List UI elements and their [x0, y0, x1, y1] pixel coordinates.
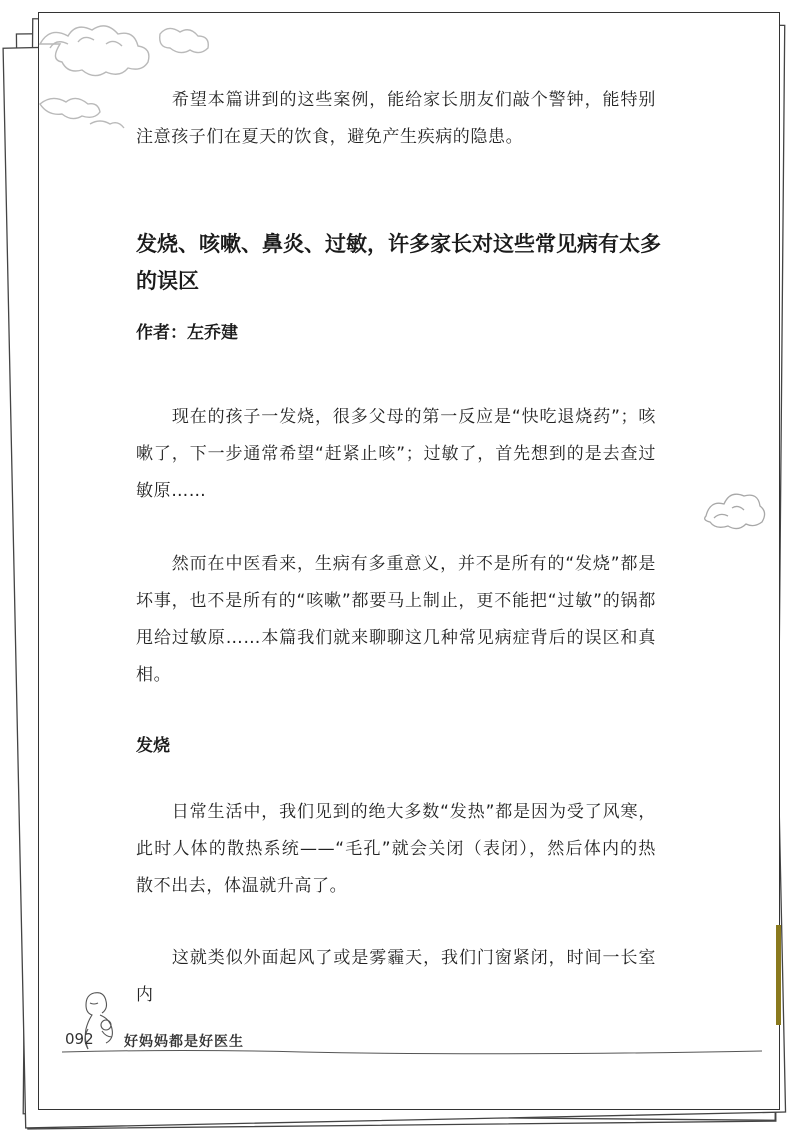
- paragraph-tcm-view: 然而在中医看来，生病有多重意义，并不是所有的“发烧”都是坏事，也不是所有的“咳嗽”都要马上制止，更不能把“过敏”的锅都甩给过敏原……本篇我们就来聊聊这几种常见病症背后的误区和真相。: [136, 554, 656, 685]
- paragraph-fever-cause: 日常生活中，我们见到的绝大多数“发热”都是因为受了风寒，此时人体的散热系统——“毛孔”就会关闭（表闭），然后体内的热散不出去，体温就升高了。: [136, 802, 656, 896]
- page-edge-accent: [776, 925, 781, 1025]
- footer-line: [60, 1046, 770, 1058]
- page-number: 092: [65, 1030, 94, 1048]
- book-title: 好妈妈都是好医生: [124, 1034, 244, 1050]
- paragraph-intro: 希望本篇讲到的这些案例，能给家长朋友们敲个警钟，能特别注意孩子们在夏天的饮食，避免产生疾病的隐患。: [136, 90, 656, 147]
- paragraph-fever-reaction: 现在的孩子一发烧，很多父母的第一反应是“快吃退烧药”；咳嗽了，下一步通常希望“赶紧止咳”；过敏了，首先想到的是去查过敏原……: [136, 407, 657, 501]
- article-author: 作者：左乔建: [136, 323, 238, 343]
- article-title: 发烧、咳嗽、鼻炎、过敏，许多家长对这些常见病有太多的误区: [136, 232, 661, 293]
- section-heading: 发烧: [136, 736, 170, 756]
- paragraph-analogy: 这就类似外面起风了或是雾霾天，我们门窗紧闭，时间一长室内: [136, 948, 656, 1005]
- cloud-decoration-right: [700, 476, 770, 546]
